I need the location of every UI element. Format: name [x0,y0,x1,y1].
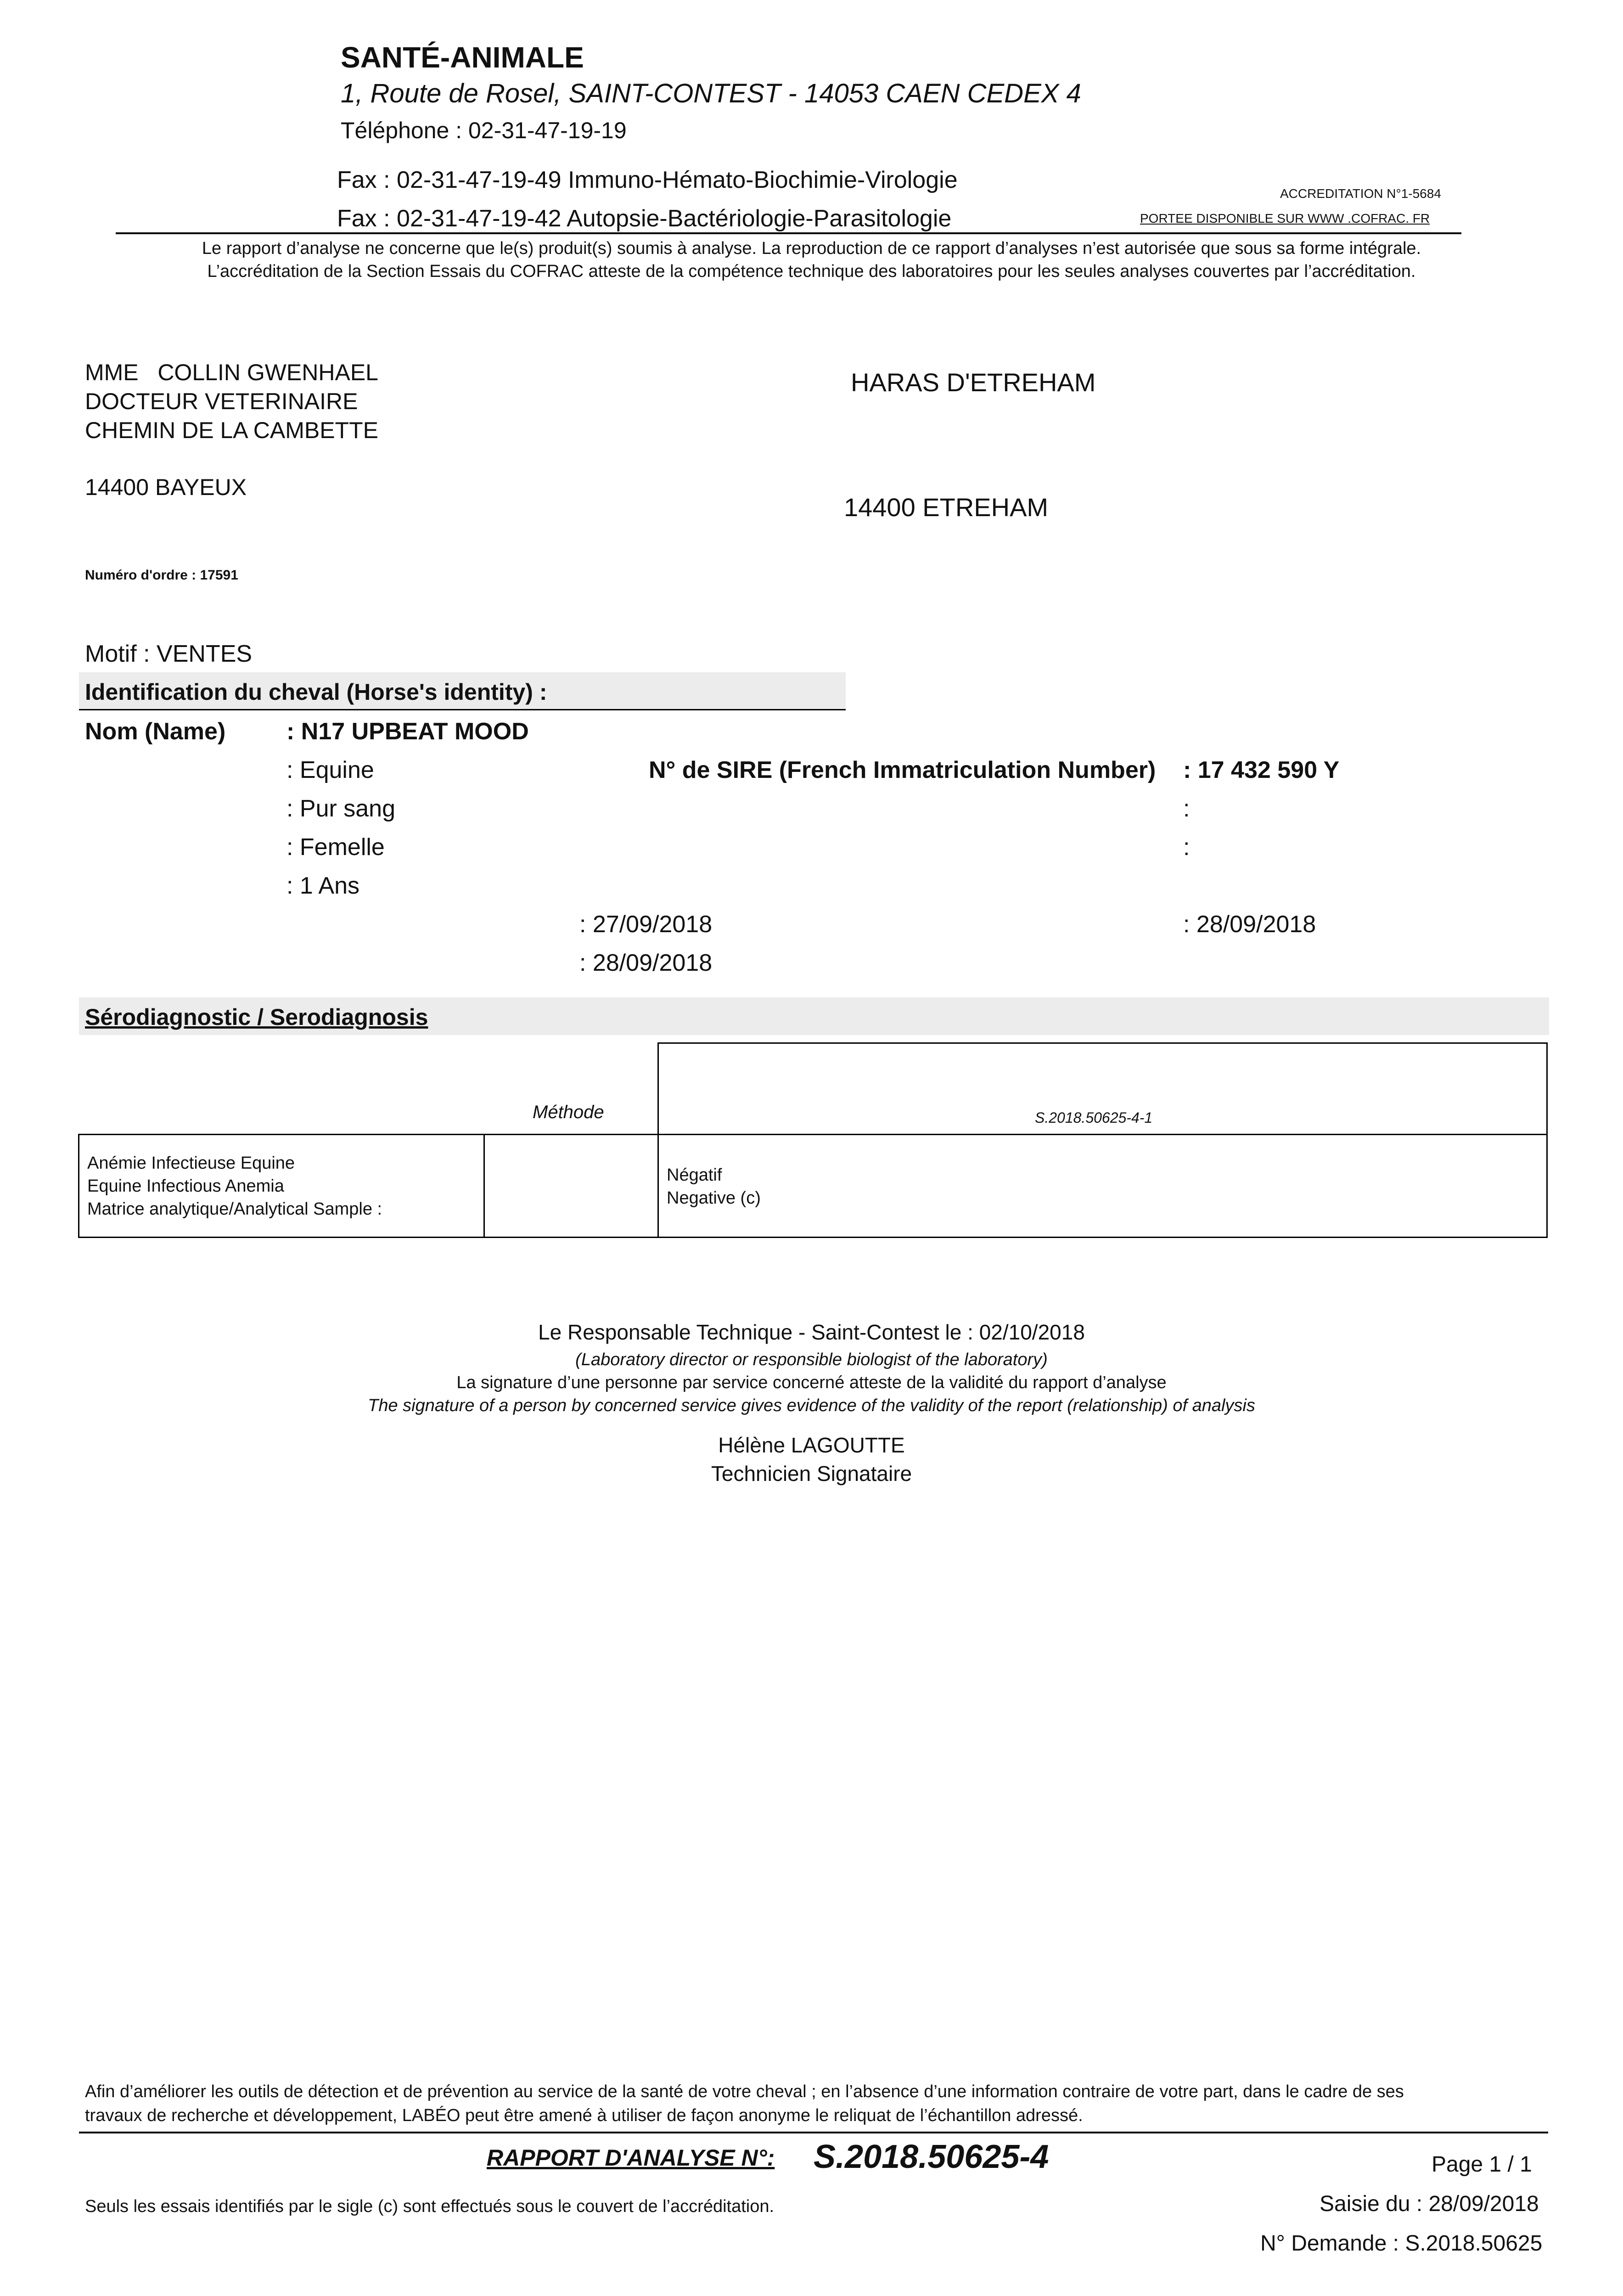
recipient-name: MME COLLIN GWENHAEL [85,360,378,385]
recipient-title: DOCTEUR VETERINAIRE [85,388,358,414]
order-number: Numéro d'ordre : 17591 [85,568,238,583]
page-number: Page 1 / 1 [1432,2152,1532,2177]
recipient-street: CHEMIN DE LA CAMBETTE [85,417,378,443]
owner-city: 14400 ETREHAM [844,493,1049,522]
fax-autopsie: Fax : 02-31-47-19-42 Autopsie-Bactériologie-Parasitologie [337,205,952,232]
species: : Equine [286,757,374,783]
sire-number: : 17 432 590 Y [1183,757,1340,783]
date-3: : 28/09/2018 [579,950,713,976]
saisie-date: Saisie du : 28/09/2018 [1320,2192,1539,2216]
colon-b: : [1183,834,1190,861]
name-label: Nom (Name) [85,718,226,745]
signatory-name: Hélène LAGOUTTE [718,1433,905,1457]
results-divider-2 [657,1134,659,1238]
result-en: Negative (c) [667,1188,761,1208]
date-2: : 28/09/2018 [1183,911,1316,938]
test-name-en: Equine Infectious Anemia [87,1176,284,1196]
fax-immuno: Fax : 02-31-47-19-49 Immuno-Hémato-Biochimie-Virologie [337,167,958,193]
footer-notice-1: Afin d’améliorer les outils de détection et de prévention au service de la santé de votre cheval ; en l’absence d’une information contraire de votre part, dans le cadre de ses [85,2082,1404,2101]
signature-validity-fr: La signature d’une personne par service concerné atteste de la validité du rapport d’analyse [456,1373,1167,1392]
lab-phone: Téléphone : 02-31-47-19-19 [341,118,627,143]
sample-id: S.2018.50625-4-1 [1035,1109,1153,1126]
results-table [78,1134,1548,1238]
serodiagnostic-heading: Sérodiagnostic / Serodiagnosis [85,1004,428,1030]
age: : 1 Ans [286,872,359,899]
disclaimer-line-1: Le rapport d’analyse ne concerne que le(s) produit(s) soumis à analyse. La reproduction de ce rapport d’analyses n’est autorisée que sous sa forme intégrale. [202,239,1421,258]
sex: : Femelle [286,834,385,861]
footer-rule [79,2132,1548,2133]
method-header: Méthode [533,1102,604,1122]
signature-responsable: Le Responsable Technique - Saint-Contest le : 02/10/2018 [538,1320,1085,1344]
signature-validity-en: The signature of a person by concerned service gives evidence of the validity of the report (relationship) of analysis [368,1396,1255,1415]
horse-name: : N17 UPBEAT MOOD [286,718,529,745]
owner-name: HARAS D'ETREHAM [851,368,1096,397]
test-sample-label: Matrice analytique/Analytical Sample : [87,1199,382,1219]
lab-name: SANTÉ-ANIMALE [341,41,584,74]
recipient-city: 14400 BAYEUX [85,474,247,500]
footer-notice-2: travaux de recherche et développement, LABÉO peut être amené à utiliser de façon anonyme le reliquat de l’échantillon adressé. [85,2106,1083,2125]
identification-rule [79,709,846,710]
signatory-role: Technicien Signataire [711,1462,912,1486]
sire-label: N° de SIRE (French Immatriculation Number) [649,757,1156,783]
result-fr: Négatif [667,1165,722,1185]
accreditation-note: Seuls les essais identifiés par le sigle (c) sont effectués sous le couvert de l’accréditation. [85,2197,775,2216]
demande-number: N° Demande : S.2018.50625 [1260,2231,1543,2256]
lab-address: 1, Route de Rosel, SAINT-CONTEST - 14053 CAEN CEDEX 4 [341,79,1081,108]
report-number: S.2018.50625-4 [814,2138,1049,2175]
cofrac-link[interactable]: PORTEE DISPONIBLE SUR WWW .COFRAC. FR [1140,211,1430,225]
disclaimer-line-2: L’accréditation de la Section Essais du COFRAC atteste de la compétence technique des laboratoires pour les seules analyses couvertes par l’accréditation. [207,262,1416,281]
colon-a: : [1183,795,1190,822]
results-divider-1 [483,1134,485,1238]
header-rule [116,232,1461,234]
report-label: RAPPORT D'ANALYSE N°: [487,2145,775,2171]
date-1: : 27/09/2018 [579,911,713,938]
motif: Motif : VENTES [85,641,253,667]
signature-role-en: (Laboratory director or responsible biologist of the laboratory) [575,1350,1048,1369]
test-name-fr: Anémie Infectieuse Equine [87,1154,295,1173]
identification-heading: Identification du cheval (Horse's identity) : [85,679,547,705]
accreditation-number: ACCREDITATION N°1-5684 [1280,186,1441,201]
breed: : Pur sang [286,795,396,822]
